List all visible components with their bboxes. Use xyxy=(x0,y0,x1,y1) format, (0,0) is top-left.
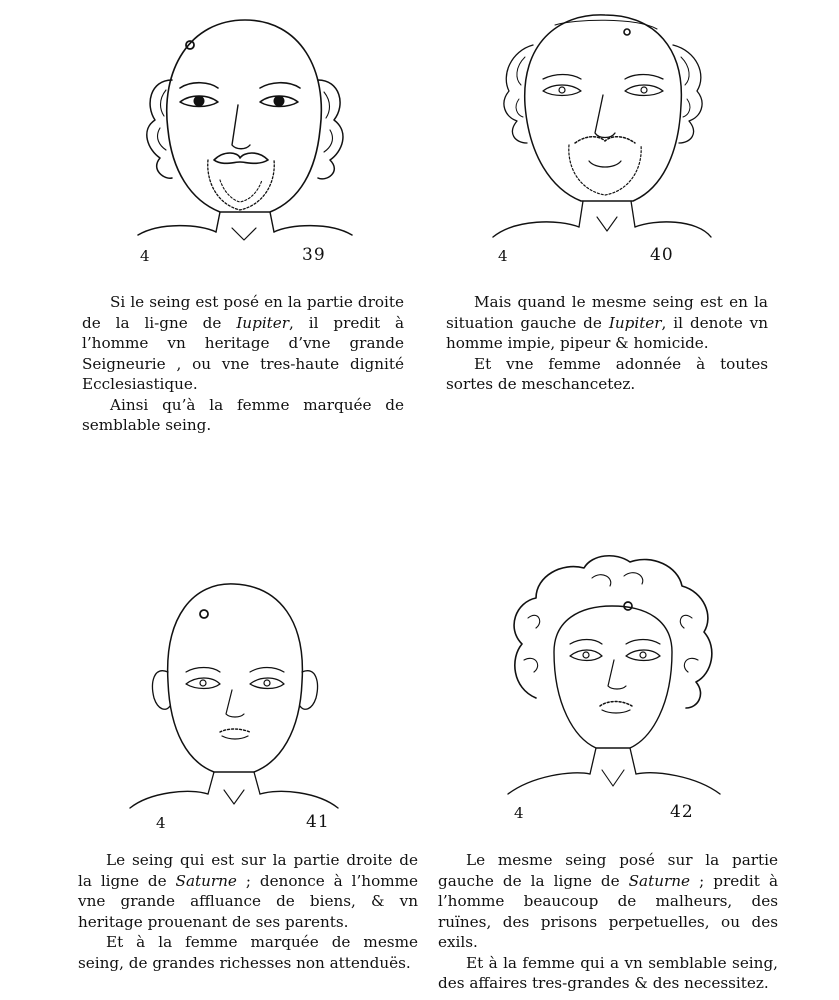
figure-41 xyxy=(0,560,420,1000)
figure-39 xyxy=(0,0,420,440)
caption-paragraph: Et à la femme marquée de mesme seing, de grandes richesses non attenduës. xyxy=(78,933,418,972)
figure-series-number: 4 xyxy=(140,247,150,265)
figure-caption xyxy=(82,292,404,436)
figure-42 xyxy=(420,548,839,1000)
figure-number: 41 xyxy=(306,812,330,832)
figure-number: 40 xyxy=(650,245,674,265)
caption-paragraph: Et vne femme adonnée à toutes sortes de meschancetez. xyxy=(446,354,768,393)
planet-name: Iupiter xyxy=(608,313,662,332)
caption-paragraph: Et à la femme qui a vn semblable seing, des affaires tres-grandes & des necessitez. xyxy=(438,953,778,992)
figure-caption xyxy=(438,850,778,994)
figure-series-number: 4 xyxy=(156,814,166,832)
figure-40 xyxy=(420,0,839,440)
caption-paragraph: Si le seing est posé en la partie droite de la li-gne de Iupiter, il predit à l’homme vn heritage d’vne grande Seigneurie , ou vne tres-haute dignité Ecclesiastique. xyxy=(82,293,405,393)
figure-caption xyxy=(78,850,418,973)
caption-paragraph: Mais quand le mesme seing est en la situation gauche de Iupiter, il denote vn homme impie, pipeur & homicide. xyxy=(446,293,768,352)
figure-number: 42 xyxy=(670,802,694,822)
portrait-bearded-man-wavy-hair xyxy=(485,5,715,255)
caption-paragraph: Le mesme seing posé sur la partie gauche de la ligne de Saturne ; predit à l’homme beaucoup de malheurs, des ruïnes, des prisons perpetuelles, ou des exils. xyxy=(438,851,778,951)
figure-series-number: 4 xyxy=(514,804,524,822)
planet-name: Saturne xyxy=(628,871,691,890)
caption-paragraph: Ainsi qu’à la femme marquée de semblable seing. xyxy=(82,395,404,434)
caption-paragraph: Le seing qui est sur la partie droite de la ligne de Saturne ; denonce à l’homme vne grande affluance de biens, & vn heritage prouenant de ses parents. xyxy=(78,851,419,931)
planet-name: Iupiter xyxy=(236,313,290,332)
figure-caption xyxy=(446,292,768,395)
portrait-young-man-curly-hair xyxy=(492,548,732,818)
planet-name: Saturne xyxy=(175,871,237,890)
figure-number: 39 xyxy=(302,245,326,265)
portrait-bald-young-man xyxy=(110,572,350,832)
portrait-bald-bearded-man xyxy=(120,10,360,260)
figure-series-number: 4 xyxy=(498,247,508,265)
